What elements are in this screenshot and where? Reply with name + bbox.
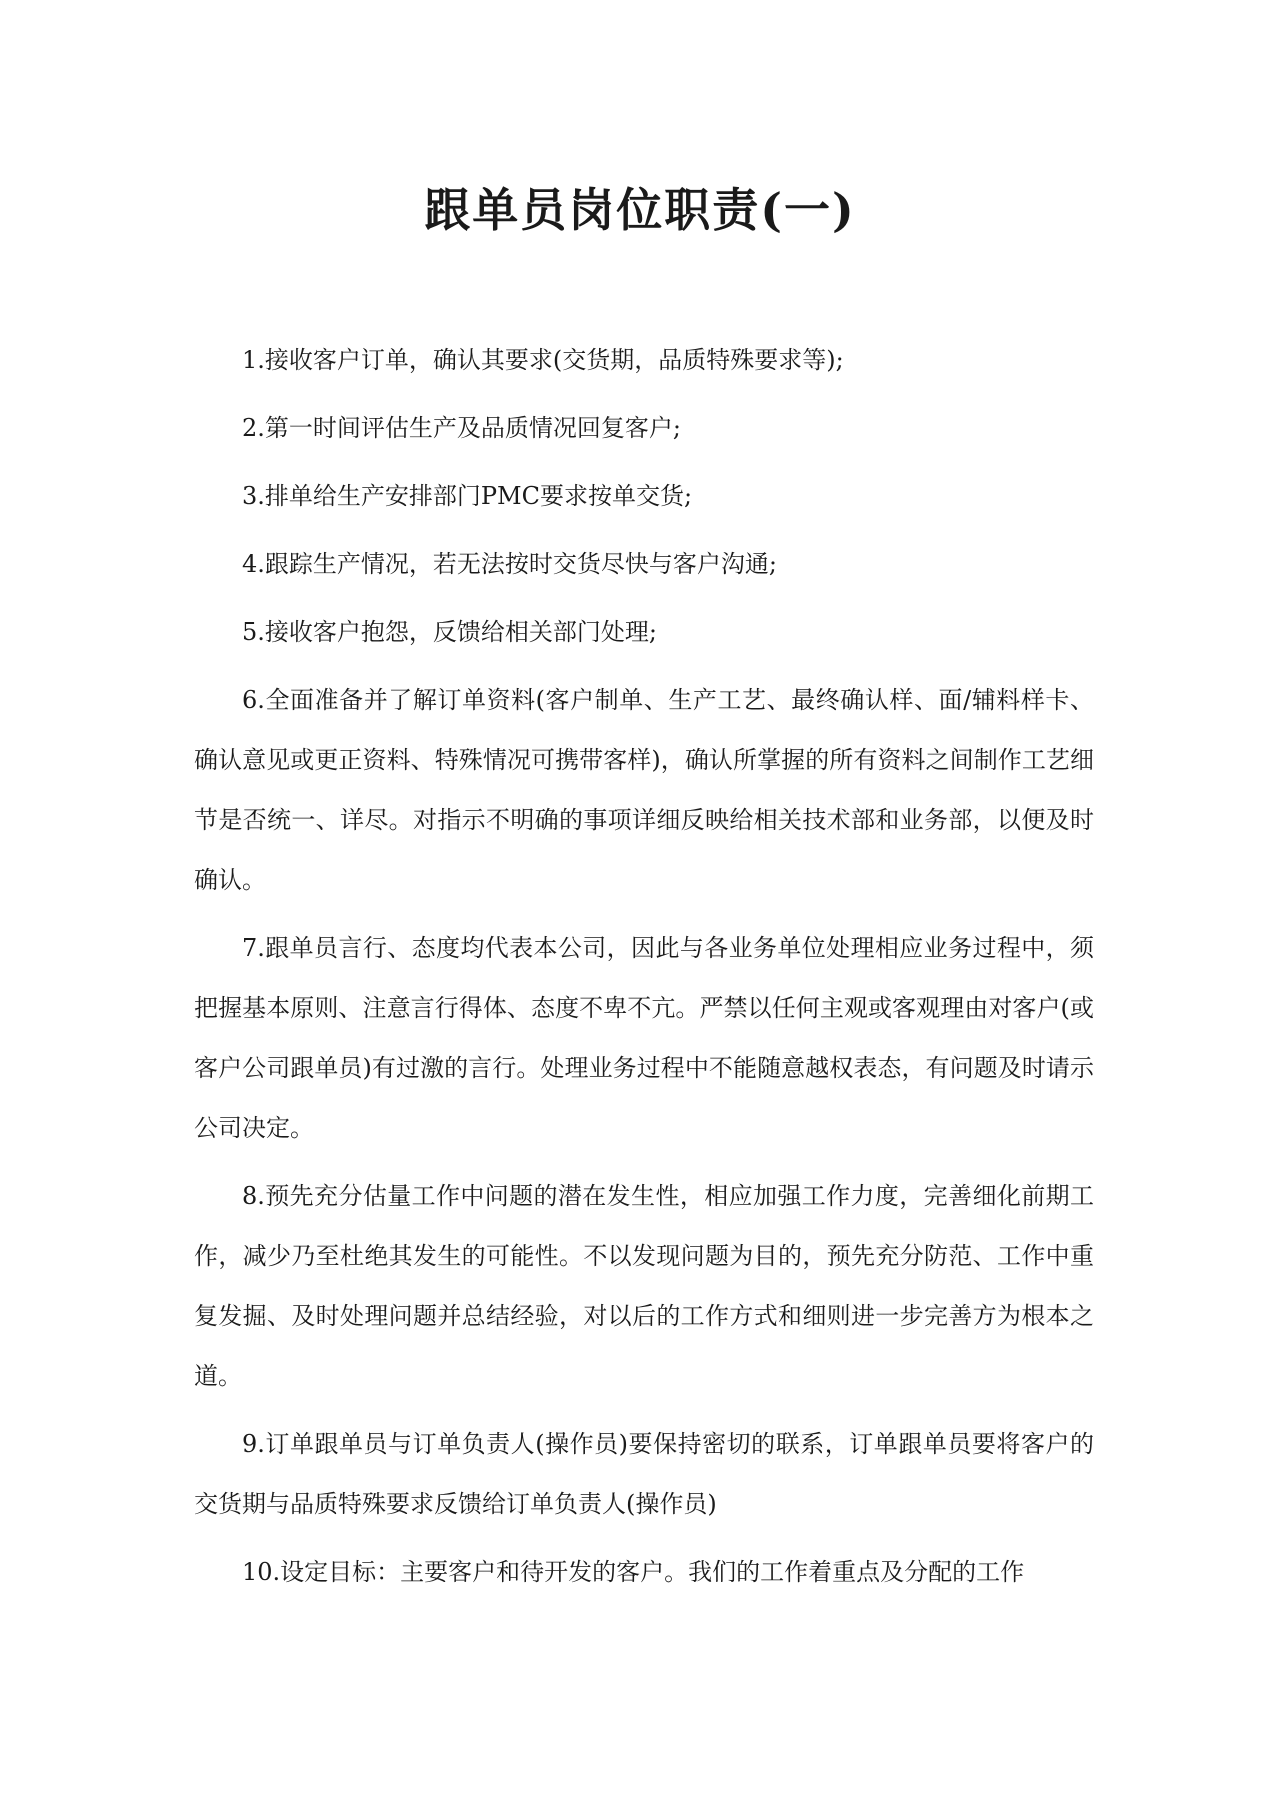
- paragraph-2: 2.第一时间评估生产及品质情况回复客户;: [242, 414, 681, 442]
- document-body: [194, 330, 1094, 1610]
- paragraph-8: 8.预先充分估量工作中问题的潜在发生性，相应加强工作力度，完善细化前期工作，减少乃至杜绝其发生的可能性。不以发现问题为目的，预先充分防范、工作中重复发掘、及时处理问题并总结经验，对以后的工作方式和细则进一步完善方为根本之道。: [194, 1182, 1094, 1390]
- paragraph-5: 5.接收客户抱怨，反馈给相关部门处理;: [242, 618, 657, 646]
- paragraph-6: 6.全面准备并了解订单资料(客户制单、生产工艺、最终确认样、面/辅料样卡、确认意见或更正资料、特殊情况可携带客样)，确认所掌握的所有资料之间制作工艺细节是否统一、详尽。对指示不明确的事项详细反映给相关技术部和业务部，以便及时确认。: [194, 686, 1094, 894]
- paragraph-10: 10.设定目标：主要客户和待开发的客户。我们的工作着重点及分配的工作: [242, 1558, 1025, 1586]
- paragraph-4: 4.跟踪生产情况，若无法按时交货尽快与客户沟通;: [242, 550, 777, 578]
- paragraph-9: 9.订单跟单员与订单负责人(操作员)要保持密切的联系，订单跟单员要将客户的交货期与品质特殊要求反馈给订单负责人(操作员): [194, 1430, 1094, 1518]
- paragraph-3: 3.排单给生产安排部门PMC要求按单交货;: [242, 482, 693, 510]
- paragraph-1: 1.接收客户订单，确认其要求(交货期，品质特殊要求等);: [242, 346, 844, 374]
- paragraph-7: 7.跟单员言行、态度均代表本公司，因此与各业务单位处理相应业务过程中，须把握基本原则、注意言行得体、态度不卑不亢。严禁以任何主观或客观理由对客户(或客户公司跟单员)有过激的言行。处理业务过程中不能随意越权表态，有问题及时请示公司决定。: [194, 934, 1094, 1142]
- document-title: 跟单员岗位职责(一): [424, 183, 856, 237]
